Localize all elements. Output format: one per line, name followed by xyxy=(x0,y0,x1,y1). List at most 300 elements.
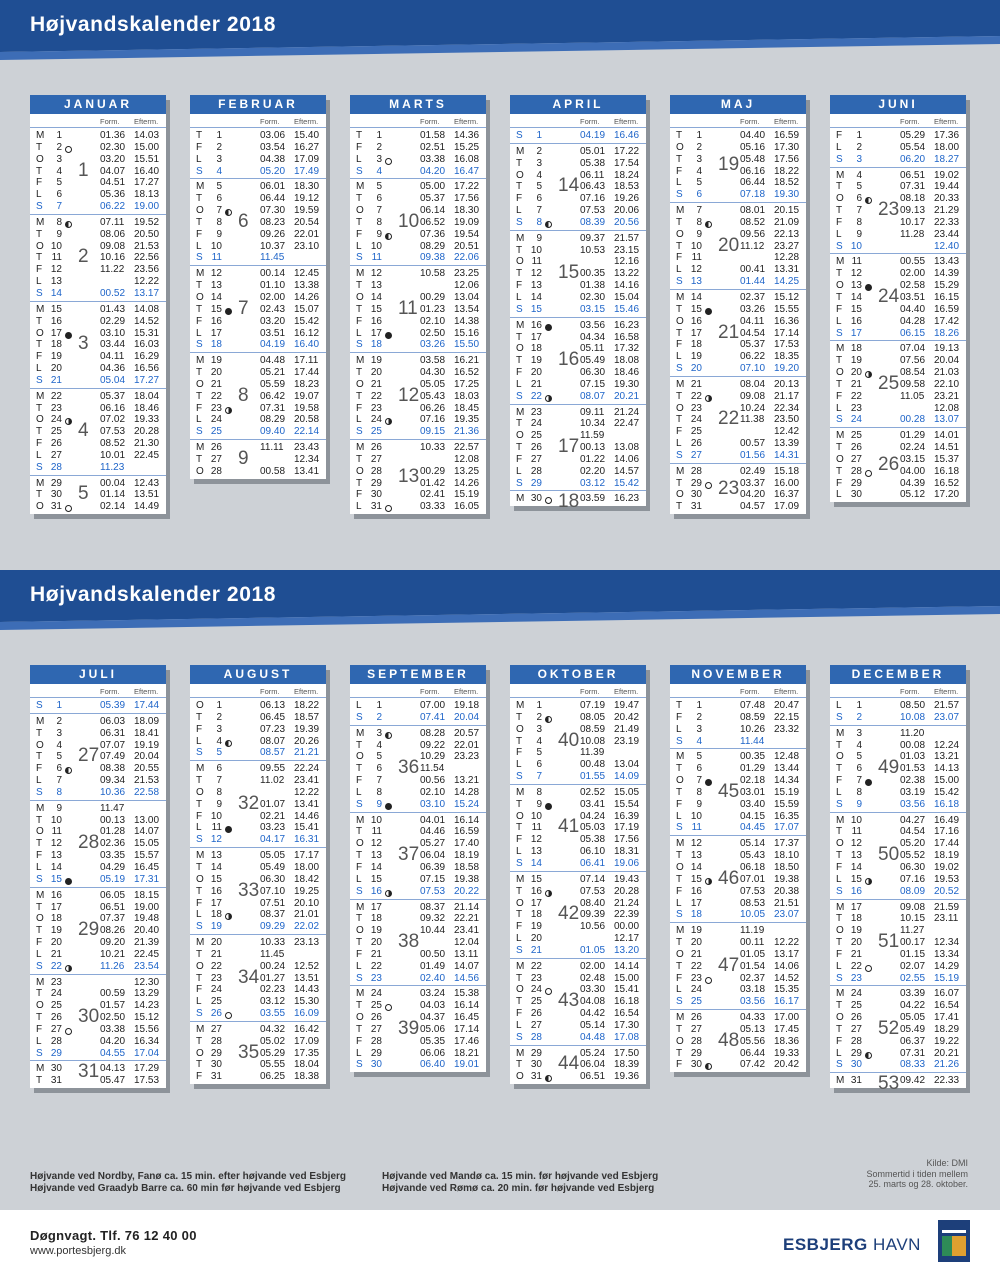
weekday-letter: O xyxy=(516,810,524,822)
weekday-letter: F xyxy=(36,1023,43,1035)
morning-tide-time: 01.03 xyxy=(900,751,926,763)
month-name: APRIL xyxy=(510,95,646,114)
day-row xyxy=(830,1000,966,1012)
day-row xyxy=(30,478,166,490)
page-title: Højvandskalender 2018 xyxy=(30,13,277,36)
afternoon-tide-time: 18.53 xyxy=(614,181,640,193)
week-number: 6 xyxy=(238,210,249,232)
morning-tide-time: 06.41 xyxy=(580,857,606,869)
morning-tide-time: 04.20 xyxy=(420,165,446,177)
moon-phase-new-icon xyxy=(385,332,392,339)
afternoon-tide-time: 18.46 xyxy=(134,402,160,414)
afternoon-tide-time: 15.29 xyxy=(934,280,960,292)
afternoon-tide-time: 14.31 xyxy=(774,449,800,461)
morning-tide-time: 07.16 xyxy=(900,873,926,885)
weekday-letter: T xyxy=(676,786,683,798)
morning-tide-time: 05.37 xyxy=(100,390,126,402)
morning-tide-time: 06.16 xyxy=(740,165,766,177)
day-row xyxy=(670,276,806,288)
afternoon-tide-time: 15.35 xyxy=(774,984,800,996)
morning-tide-time: 04.51 xyxy=(100,177,126,189)
day-row xyxy=(350,937,486,949)
day-number: 14 xyxy=(370,861,382,873)
col-efterm-label: Efterm. xyxy=(454,117,479,126)
day-row xyxy=(30,339,166,351)
moon-phase-fq-icon xyxy=(385,418,392,425)
day-row xyxy=(190,154,326,166)
afternoon-tide-time: 15.12 xyxy=(774,291,800,303)
afternoon-tide-time: 15.56 xyxy=(134,1023,160,1035)
day-number: 8 xyxy=(56,216,62,228)
afternoon-tide-time: 22.47 xyxy=(614,418,640,430)
weekday-letter: L xyxy=(356,240,362,252)
weekday-letter: S xyxy=(836,414,843,426)
weekday-letter: F xyxy=(676,252,683,264)
afternoon-tide-time: 12.28 xyxy=(774,252,800,264)
morning-tide-time: 03.15 xyxy=(900,453,926,465)
morning-tide-time: 06.11 xyxy=(580,169,605,181)
day-number: 7 xyxy=(56,201,62,213)
afternoon-tide-time: 18.23 xyxy=(294,378,320,390)
week-block xyxy=(830,900,966,987)
afternoon-tide-time: 12.30 xyxy=(134,976,160,988)
day-number: 20 xyxy=(50,363,62,375)
weekday-letter: T xyxy=(516,909,523,921)
week-block xyxy=(30,389,166,476)
afternoon-tide-time: 23.32 xyxy=(774,723,800,735)
afternoon-tide-time: 15.50 xyxy=(454,339,480,351)
weekday-letter: T xyxy=(356,477,363,489)
month-calendar-juli xyxy=(30,665,166,1088)
afternoon-tide-time: 16.12 xyxy=(294,327,320,339)
morning-tide-time: 11.26 xyxy=(100,960,125,972)
month-name: AUGUST xyxy=(190,665,326,684)
logo-havn: HAVN xyxy=(872,1235,921,1254)
day-number: 8 xyxy=(696,786,702,798)
month-calendar-oktober xyxy=(510,665,646,1084)
day-row xyxy=(350,1036,486,1048)
day-number: 12 xyxy=(210,834,222,846)
day-row xyxy=(350,280,486,292)
morning-tide-time: 01.29 xyxy=(900,430,926,442)
week-block xyxy=(350,179,486,266)
morning-tide-time: 09.26 xyxy=(260,228,286,240)
website-link[interactable]: www.portesbjerg.dk xyxy=(30,1245,126,1257)
day-number: 30 xyxy=(690,1059,702,1071)
weekday-letter: T xyxy=(676,960,683,972)
afternoon-tide-time: 23.44 xyxy=(934,228,960,240)
day-row xyxy=(190,724,326,736)
afternoon-tide-time: 23.23 xyxy=(454,751,480,763)
morning-tide-time: 00.14 xyxy=(260,268,286,280)
weekday-letter: M xyxy=(836,901,845,913)
day-row xyxy=(350,1048,486,1060)
weekday-letter: F xyxy=(836,477,843,489)
morning-tide-time: 03.59 xyxy=(580,493,606,505)
weekday-letter: M xyxy=(516,700,525,711)
afternoon-tide-time: 17.44 xyxy=(134,700,160,711)
weekday-letter: O xyxy=(196,873,204,885)
day-row xyxy=(30,803,166,815)
morning-tide-time: 04.48 xyxy=(260,355,286,367)
afternoon-tide-time: 12.04 xyxy=(454,937,480,949)
day-row xyxy=(830,838,966,850)
morning-tide-time: 03.01 xyxy=(740,786,766,798)
morning-tide-time: 02.18 xyxy=(740,775,766,787)
morning-tide-time: 07.18 xyxy=(740,189,766,201)
day-row xyxy=(670,154,806,166)
afternoon-tide-time: 18.30 xyxy=(454,205,480,217)
day-row xyxy=(510,391,646,403)
afternoon-tide-time: 16.29 xyxy=(134,351,160,363)
day-row xyxy=(190,193,326,205)
week-number: 19 xyxy=(718,153,740,175)
afternoon-tide-time: 20.54 xyxy=(294,216,320,228)
morning-tide-time: 09.39 xyxy=(580,909,606,921)
weekday-letter: T xyxy=(836,937,843,949)
week-number: 24 xyxy=(878,285,900,307)
weekday-letter: O xyxy=(676,315,684,327)
day-row xyxy=(510,320,646,332)
weekday-letter: L xyxy=(36,861,42,873)
afternoon-tide-time: 19.54 xyxy=(454,228,480,240)
afternoon-tide-time: 21.53 xyxy=(134,775,160,787)
weekday-letter: T xyxy=(836,1023,843,1035)
morning-tide-time: 11.22 xyxy=(100,264,125,276)
day-row xyxy=(510,158,646,170)
afternoon-tide-time: 22.10 xyxy=(934,378,960,390)
day-number: 16 xyxy=(850,315,862,327)
weekday-letter: L xyxy=(516,846,522,858)
day-row xyxy=(670,822,806,834)
day-row xyxy=(670,189,806,201)
day-row xyxy=(670,316,806,328)
day-row xyxy=(350,328,486,340)
morning-tide-time: 05.39 xyxy=(100,700,126,711)
morning-tide-time: 08.37 xyxy=(420,901,446,913)
day-row xyxy=(670,142,806,154)
day-number: 2 xyxy=(216,711,222,723)
day-row xyxy=(350,142,486,154)
day-row xyxy=(30,414,166,426)
morning-tide-time: 10.08 xyxy=(900,711,926,723)
morning-tide-time: 01.42 xyxy=(420,477,446,489)
day-row xyxy=(830,292,966,304)
morning-tide-time: 06.22 xyxy=(740,351,766,363)
moon-phase-fq-icon xyxy=(865,878,872,885)
weekday-letter: S xyxy=(516,857,523,869)
day-number: 26 xyxy=(370,1012,382,1024)
afternoon-tide-time: 14.07 xyxy=(454,960,480,972)
afternoon-tide-time: 16.39 xyxy=(614,810,640,822)
day-number: 23 xyxy=(850,972,862,984)
weekday-letter: F xyxy=(676,711,683,723)
day-number: 9 xyxy=(536,798,542,810)
day-number: 20 xyxy=(370,367,382,379)
day-number: 28 xyxy=(530,465,542,477)
week-block xyxy=(350,266,486,353)
morning-tide-time: 06.04 xyxy=(420,850,446,862)
morning-tide-time: 00.57 xyxy=(740,438,766,450)
afternoon-tide-time: 19.36 xyxy=(614,1071,640,1083)
week-block xyxy=(30,128,166,215)
day-row xyxy=(350,181,486,193)
day-row xyxy=(30,874,166,886)
day-number: 15 xyxy=(210,873,222,885)
weekday-letter: O xyxy=(36,414,44,426)
day-number: 20 xyxy=(690,363,702,375)
day-number: 23 xyxy=(210,402,222,414)
day-row xyxy=(190,787,326,799)
weekday-letter: F xyxy=(676,1059,683,1071)
weekday-letter: M xyxy=(836,1075,845,1087)
day-row xyxy=(830,328,966,340)
afternoon-tide-time: 13.29 xyxy=(134,988,160,1000)
day-row xyxy=(830,367,966,379)
weekday-letter: T xyxy=(196,1059,203,1071)
day-row xyxy=(830,205,966,217)
day-number: 29 xyxy=(690,477,702,489)
weekday-letter: O xyxy=(676,489,684,501)
day-row xyxy=(30,862,166,874)
day-row xyxy=(190,1036,326,1048)
week-block xyxy=(670,128,806,203)
day-row xyxy=(30,501,166,513)
day-row xyxy=(30,913,166,925)
day-number: 31 xyxy=(690,501,702,513)
weekday-letter: T xyxy=(836,181,843,193)
morning-tide-time: 07.11 xyxy=(100,216,125,228)
weekday-letter: S xyxy=(516,771,523,783)
afternoon-tide-time: 19.47 xyxy=(614,700,640,711)
afternoon-tide-time: 17.56 xyxy=(454,193,480,205)
morning-tide-time: 01.58 xyxy=(420,130,446,141)
day-number: 17 xyxy=(370,901,382,913)
moon-phase-new-icon xyxy=(65,332,72,339)
weekday-letter: M xyxy=(196,442,205,454)
afternoon-tide-time: 20.04 xyxy=(454,711,480,723)
afternoon-tide-time: 15.41 xyxy=(294,822,320,834)
weekday-letter: O xyxy=(836,925,844,937)
day-number: 31 xyxy=(370,501,382,513)
weekday-letter: T xyxy=(196,775,203,787)
week-block xyxy=(830,128,966,168)
day-row xyxy=(190,747,326,759)
week-block xyxy=(190,440,326,479)
morning-tide-time: 03.44 xyxy=(100,339,126,351)
day-number: 15 xyxy=(850,303,862,315)
afternoon-tide-time: 15.00 xyxy=(614,972,640,984)
weekday-letter: S xyxy=(836,327,843,339)
day-row xyxy=(830,181,966,193)
afternoon-tide-time: 19.19 xyxy=(134,739,160,751)
afternoon-tide-time: 13.34 xyxy=(934,948,960,960)
afternoon-tide-time: 17.44 xyxy=(294,367,320,379)
afternoon-tide-time: 15.04 xyxy=(614,291,640,303)
day-number: 22 xyxy=(530,390,542,402)
weekday-letter: S xyxy=(836,711,843,723)
afternoon-tide-time: 22.56 xyxy=(134,252,160,264)
morning-tide-time: 05.27 xyxy=(420,838,446,850)
day-row xyxy=(30,304,166,316)
week-number: 25 xyxy=(878,372,900,394)
day-row xyxy=(670,973,806,985)
moon-phase-lq-icon xyxy=(545,716,552,723)
day-number: 13 xyxy=(370,280,382,292)
afternoon-tide-time: 22.57 xyxy=(454,442,480,454)
morning-tide-time: 04.29 xyxy=(100,861,126,873)
morning-tide-time: 02.30 xyxy=(100,141,126,153)
weekday-letter: L xyxy=(356,1047,362,1059)
week-block xyxy=(190,848,326,935)
day-row xyxy=(30,949,166,961)
day-number: 26 xyxy=(850,1012,862,1024)
day-row xyxy=(830,775,966,787)
afternoon-tide-time: 18.52 xyxy=(774,177,800,189)
afternoon-tide-time: 18.27 xyxy=(934,153,960,165)
day-number: 19 xyxy=(370,925,382,937)
day-number: 27 xyxy=(530,453,542,465)
day-row xyxy=(670,328,806,340)
weekday-letter: L xyxy=(676,351,682,363)
afternoon-tide-time: 23.10 xyxy=(294,240,320,252)
day-number: 15 xyxy=(50,873,62,885)
day-number: 5 xyxy=(536,181,542,193)
afternoon-tide-time: 16.37 xyxy=(774,489,800,501)
afternoon-tide-time: 19.58 xyxy=(294,402,320,414)
day-row xyxy=(190,1048,326,1060)
morning-tide-time: 06.16 xyxy=(100,402,126,414)
col-efterm-label: Efterm. xyxy=(934,117,959,126)
week-block xyxy=(830,726,966,813)
weekday-letter: F xyxy=(196,1071,203,1083)
day-row xyxy=(510,771,646,783)
day-number: 1 xyxy=(56,700,62,711)
weekday-letter: M xyxy=(676,1012,685,1024)
day-row xyxy=(30,937,166,949)
day-number: 29 xyxy=(690,1047,702,1059)
morning-tide-time: 05.55 xyxy=(260,1059,286,1071)
day-number: 18 xyxy=(690,339,702,351)
week-block xyxy=(510,128,646,144)
afternoon-tide-time: 00.00 xyxy=(614,921,640,933)
weekday-letter: T xyxy=(676,240,683,252)
weekday-letter: T xyxy=(36,1075,43,1087)
day-number: 5 xyxy=(376,181,382,193)
afternoon-tide-time: 15.42 xyxy=(934,786,960,798)
weekday-letter: L xyxy=(676,897,682,909)
day-row xyxy=(190,328,326,340)
morning-tide-time: 02.29 xyxy=(100,315,126,327)
morning-tide-time: 01.38 xyxy=(580,280,606,292)
morning-tide-time: 05.12 xyxy=(900,489,926,501)
day-number: 1 xyxy=(536,700,542,711)
weekday-letter: F xyxy=(676,426,683,438)
day-number: 23 xyxy=(690,402,702,414)
afternoon-tide-time: 16.34 xyxy=(134,1035,160,1047)
weekday-letter: T xyxy=(36,751,43,763)
weekday-letter: F xyxy=(836,216,843,228)
day-number: 1 xyxy=(536,130,542,141)
day-row xyxy=(510,1071,646,1083)
day-row xyxy=(670,450,806,462)
weekday-letter: S xyxy=(356,426,363,438)
day-number: 24 xyxy=(370,988,382,1000)
day-row xyxy=(510,146,646,158)
weekday-letter: O xyxy=(836,193,844,205)
day-row xyxy=(190,937,326,949)
weekday-letter: O xyxy=(36,1000,44,1012)
weekday-letter: L xyxy=(516,205,522,217)
day-number: 26 xyxy=(530,1008,542,1020)
afternoon-tide-time: 20.58 xyxy=(294,414,320,426)
day-number: 22 xyxy=(530,960,542,972)
day-row xyxy=(190,414,326,426)
weekday-letter: T xyxy=(836,355,843,367)
week-number: 46 xyxy=(718,867,740,889)
day-row xyxy=(830,379,966,391)
weekday-letter: L xyxy=(356,700,362,711)
day-row xyxy=(830,304,966,316)
day-row xyxy=(510,945,646,957)
day-row xyxy=(670,379,806,391)
weekday-letter: L xyxy=(676,264,682,276)
day-number: 21 xyxy=(530,944,542,956)
morning-tide-time: 06.30 xyxy=(900,861,926,873)
day-row xyxy=(510,921,646,933)
afternoon-tide-time: 14.26 xyxy=(294,291,320,303)
morning-tide-time: 06.44 xyxy=(740,177,766,189)
afternoon-tide-time: 14.46 xyxy=(294,810,320,822)
morning-tide-time: 03.10 xyxy=(100,327,126,339)
day-number: 25 xyxy=(210,426,222,438)
morning-tide-time: 04.34 xyxy=(580,331,606,343)
day-number: 23 xyxy=(530,972,542,984)
afternoon-tide-time: 19.00 xyxy=(134,201,160,213)
day-number: 3 xyxy=(536,723,542,735)
afternoon-tide-time: 19.44 xyxy=(934,181,960,193)
afternoon-tide-time: 22.45 xyxy=(134,449,160,461)
day-number: 18 xyxy=(50,913,62,925)
day-number: 19 xyxy=(850,925,862,937)
afternoon-tide-time: 18.26 xyxy=(934,327,960,339)
weekday-letter: L xyxy=(196,996,202,1008)
morning-tide-time: 03.33 xyxy=(420,501,446,513)
day-number: 27 xyxy=(210,1023,222,1035)
afternoon-tide-time: 17.42 xyxy=(934,315,960,327)
morning-tide-time: 08.39 xyxy=(580,216,606,228)
day-row xyxy=(350,414,486,426)
afternoon-tide-time: 17.27 xyxy=(134,177,160,189)
morning-tide-time: 04.00 xyxy=(900,465,926,477)
afternoon-tide-time: 13.04 xyxy=(454,291,480,303)
day-row xyxy=(190,996,326,1008)
afternoon-tide-time: 13.41 xyxy=(294,798,320,810)
afternoon-tide-time: 16.18 xyxy=(934,465,960,477)
weekday-letter: O xyxy=(196,378,204,390)
day-row xyxy=(350,850,486,862)
morning-tide-time: 04.15 xyxy=(740,810,766,822)
morning-tide-time: 04.08 xyxy=(580,996,606,1008)
weekday-letter: O xyxy=(196,465,204,477)
day-number: 9 xyxy=(56,802,62,814)
afternoon-tide-time: 12.06 xyxy=(454,280,480,292)
morning-tide-time: 05.20 xyxy=(900,838,926,850)
week-number: 33 xyxy=(238,879,260,901)
afternoon-tide-time: 21.24 xyxy=(614,897,640,909)
morning-tide-time: 02.24 xyxy=(900,442,926,454)
day-number: 10 xyxy=(210,240,222,252)
